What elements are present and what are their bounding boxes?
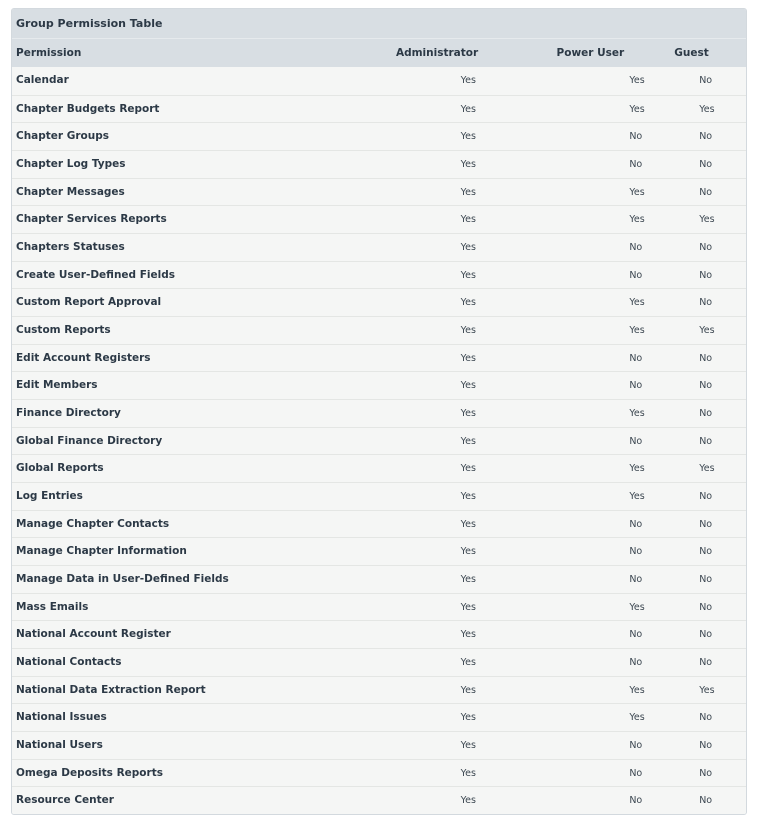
- guest-cell: Yes: [699, 684, 715, 696]
- permission-cell: Chapter Budgets Report: [16, 102, 160, 115]
- permission-cell: Resource Center: [16, 794, 114, 807]
- table-row: [12, 510, 746, 538]
- power-user-cell: Yes: [629, 684, 645, 696]
- permission-cell: Edit Account Registers: [16, 351, 151, 364]
- permission-cell: Chapter Services Reports: [16, 213, 167, 226]
- power-user-cell: Yes: [629, 103, 645, 115]
- guest-cell: No: [699, 269, 713, 281]
- permission-cell: Manage Chapter Contacts: [16, 517, 170, 530]
- table-row: [12, 648, 746, 676]
- guest-cell: No: [699, 546, 713, 558]
- permission-cell: Global Finance Directory: [16, 434, 163, 447]
- table-body: [12, 67, 746, 814]
- power-user-cell: Yes: [629, 297, 645, 309]
- power-user-cell: No: [629, 242, 643, 254]
- power-user-cell: No: [629, 518, 643, 530]
- permission-cell: Chapter Messages: [16, 185, 125, 198]
- administrator-cell: Yes: [460, 186, 476, 198]
- table-row: [12, 316, 746, 344]
- power-user-cell: No: [629, 574, 643, 586]
- permission-cell: Custom Reports: [16, 324, 111, 337]
- administrator-cell: Yes: [460, 435, 476, 447]
- column-header-power-user: Power User: [556, 47, 625, 59]
- administrator-cell: Yes: [460, 546, 476, 558]
- guest-cell: No: [699, 712, 713, 724]
- guest-cell: No: [699, 408, 713, 420]
- power-user-cell: Yes: [629, 408, 645, 420]
- power-user-cell: Yes: [629, 463, 645, 475]
- power-user-cell: No: [629, 767, 643, 779]
- column-header-administrator: Administrator: [395, 47, 479, 59]
- power-user-cell: Yes: [629, 186, 645, 198]
- table-row: [12, 703, 746, 731]
- guest-cell: No: [699, 242, 713, 254]
- guest-cell: No: [699, 574, 713, 586]
- administrator-cell: Yes: [460, 657, 476, 669]
- table-row: [12, 759, 746, 787]
- power-user-cell: Yes: [629, 491, 645, 503]
- guest-cell: Yes: [699, 214, 715, 226]
- guest-cell: No: [699, 131, 713, 143]
- table-row: [12, 233, 746, 261]
- permission-cell: Custom Report Approval: [16, 296, 162, 309]
- permission-cell: Chapter Groups: [16, 130, 110, 143]
- guest-cell: No: [699, 159, 713, 171]
- guest-cell: Yes: [699, 463, 715, 475]
- power-user-cell: No: [629, 795, 643, 807]
- power-user-cell: No: [629, 546, 643, 558]
- guest-cell: No: [699, 186, 713, 198]
- administrator-cell: Yes: [460, 269, 476, 281]
- guest-cell: No: [699, 352, 713, 364]
- permission-cell: Omega Deposits Reports: [16, 766, 163, 779]
- administrator-cell: Yes: [460, 297, 476, 309]
- guest-cell: No: [699, 601, 713, 613]
- permission-cell: Log Entries: [16, 490, 83, 503]
- administrator-cell: Yes: [460, 159, 476, 171]
- permission-cell: Create User-Defined Fields: [16, 268, 175, 281]
- guest-cell: No: [699, 491, 713, 503]
- table-row: [12, 178, 746, 206]
- administrator-cell: Yes: [460, 75, 476, 86]
- power-user-cell: Yes: [629, 712, 645, 724]
- administrator-cell: Yes: [460, 463, 476, 475]
- power-user-cell: Yes: [629, 601, 645, 613]
- table-row: [12, 427, 746, 455]
- guest-cell: No: [699, 657, 713, 669]
- permission-cell: National Account Register: [16, 628, 171, 641]
- group-permission-table: [11, 8, 747, 815]
- table-row: [12, 620, 746, 648]
- administrator-cell: Yes: [460, 684, 476, 696]
- permission-cell: National Data Extraction Report: [16, 683, 206, 696]
- guest-cell: No: [699, 795, 713, 807]
- table-row: [12, 150, 746, 178]
- permission-cell: Global Reports: [16, 462, 104, 475]
- guest-cell: No: [699, 75, 713, 86]
- guest-cell: Yes: [699, 103, 715, 115]
- administrator-cell: Yes: [460, 325, 476, 337]
- column-header-guest: Guest: [674, 47, 709, 59]
- power-user-cell: No: [629, 435, 643, 447]
- table-row: [12, 482, 746, 510]
- permission-cell: Chapters Statuses: [16, 241, 125, 254]
- power-user-cell: Yes: [629, 325, 645, 337]
- permission-cell: Edit Members: [16, 379, 98, 392]
- administrator-cell: Yes: [460, 518, 476, 530]
- guest-cell: No: [699, 740, 713, 752]
- administrator-cell: Yes: [460, 408, 476, 420]
- power-user-cell: No: [629, 657, 643, 669]
- guest-cell: No: [699, 518, 713, 530]
- table-row: [12, 261, 746, 289]
- permission-cell: National Users: [16, 739, 103, 752]
- administrator-cell: Yes: [460, 740, 476, 752]
- administrator-cell: Yes: [460, 380, 476, 392]
- administrator-cell: Yes: [460, 131, 476, 143]
- permission-cell: Manage Chapter Information: [16, 545, 187, 558]
- power-user-cell: No: [629, 131, 643, 143]
- power-user-cell: No: [629, 269, 643, 281]
- permission-cell: Calendar: [16, 74, 69, 86]
- table-row: [12, 731, 746, 759]
- column-header-permission: Permission: [16, 47, 82, 59]
- guest-cell: No: [699, 629, 713, 641]
- table-row: [12, 537, 746, 565]
- permission-cell: Manage Data in User-Defined Fields: [16, 573, 229, 586]
- administrator-cell: Yes: [460, 214, 476, 226]
- administrator-cell: Yes: [460, 795, 476, 807]
- permission-cell: National Issues: [16, 711, 107, 724]
- table-row: [12, 67, 746, 95]
- table-row: [12, 676, 746, 704]
- administrator-cell: Yes: [460, 712, 476, 724]
- table-row: [12, 288, 746, 316]
- table-row: [12, 371, 746, 399]
- power-user-cell: No: [629, 159, 643, 171]
- administrator-cell: Yes: [460, 601, 476, 613]
- guest-cell: Yes: [699, 325, 715, 337]
- table-row: [12, 122, 746, 150]
- power-user-cell: Yes: [629, 75, 645, 86]
- administrator-cell: Yes: [460, 491, 476, 503]
- power-user-cell: No: [629, 352, 643, 364]
- guest-cell: No: [699, 297, 713, 309]
- guest-cell: No: [699, 767, 713, 779]
- administrator-cell: Yes: [460, 242, 476, 254]
- table-row: [12, 593, 746, 621]
- table-row: [12, 205, 746, 233]
- table-header-row: [12, 38, 746, 67]
- permission-cell: Finance Directory: [16, 407, 121, 420]
- table-row: [12, 344, 746, 372]
- power-user-cell: No: [629, 740, 643, 752]
- permission-cell: Mass Emails: [16, 600, 89, 613]
- table-row: [12, 454, 746, 482]
- administrator-cell: Yes: [460, 574, 476, 586]
- table-row: [12, 95, 746, 123]
- guest-cell: No: [699, 380, 713, 392]
- administrator-cell: Yes: [460, 352, 476, 364]
- permission-cell: Chapter Log Types: [16, 158, 126, 171]
- table-title: Group Permission Table: [12, 9, 746, 38]
- power-user-cell: No: [629, 629, 643, 641]
- table-row: [12, 786, 746, 814]
- table-row: [12, 399, 746, 427]
- table-row: [12, 565, 746, 593]
- administrator-cell: Yes: [460, 629, 476, 641]
- administrator-cell: Yes: [460, 103, 476, 115]
- power-user-cell: Yes: [629, 214, 645, 226]
- permission-cell: National Contacts: [16, 656, 122, 669]
- power-user-cell: No: [629, 380, 643, 392]
- administrator-cell: Yes: [460, 767, 476, 779]
- guest-cell: No: [699, 435, 713, 447]
